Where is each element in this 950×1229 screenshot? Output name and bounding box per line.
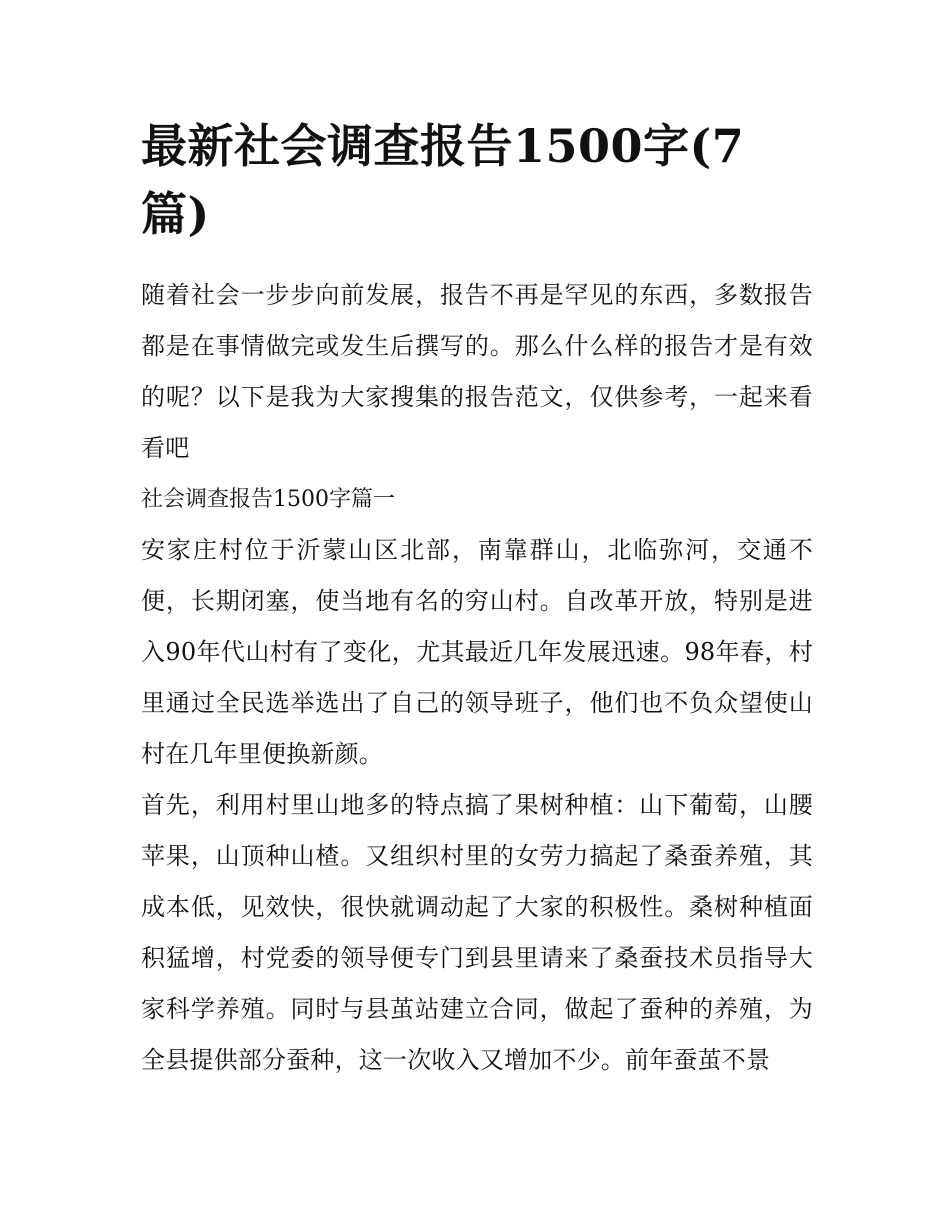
body-paragraph-1: 安家庄村位于沂蒙山区北部，南靠群山，北临弥河，交通不便，长期闭塞，使当地有名的穷山村。自改革开放，特别是进入90年代山村有了变化，尤其最近几年发展迅速。98年春，村里通过全民选举选出了自己的领导班子，他们也不负众望使山村在几年里便换新颜。 [141,536,813,768]
document-body [141,112,813,1086]
body-paragraph-2: 首先，利用村里山地多的特点搞了果树种植：山下葡萄，山腰苹果，山顶种山楂。又组织村里的女劳力搞起了桑蚕养殖，其成本低，见效快，很快就调动起了大家的积极性。桑树种植面积猛增，村党委的领导便专门到县里请来了桑蚕技术员指导大家科学养殖。同时与县茧站建立合同，做起了蚕种的养殖，为全县提供部分蚕种，这一次收入又增加不少。前年蚕茧不景 [141,791,813,1074]
intro-paragraph: 随着社会一步步向前发展，报告不再是罕见的东西，多数报告都是在事情做完或发生后撰写的。那么什么样的报告才是有效的呢？以下是我为大家搜集的报告范文，仅供参考，一起来看看吧 [141,281,813,462]
section-heading: 社会调查报告1500字篇一 [141,487,395,512]
document-title: 最新社会调查报告1500字(7篇) [141,119,745,241]
